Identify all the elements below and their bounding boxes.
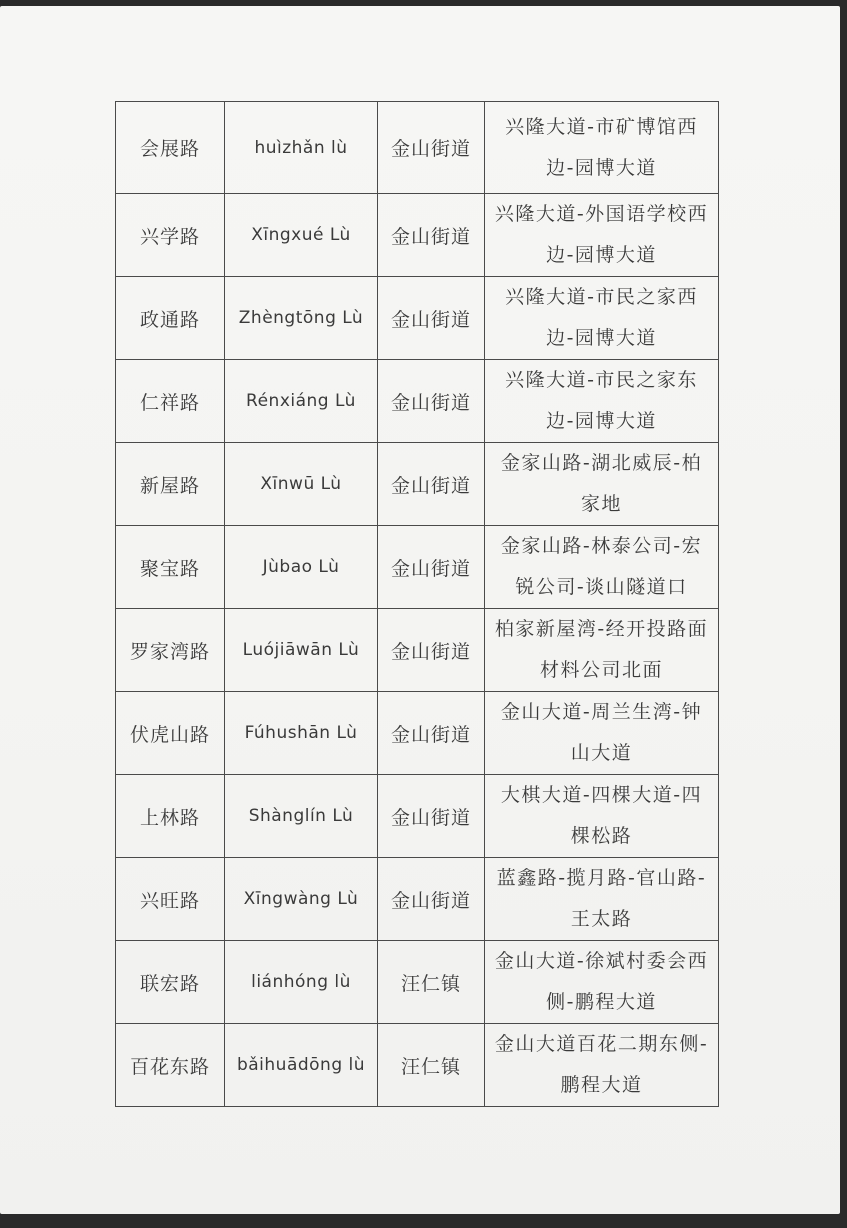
street-cell: 金山街道 xyxy=(378,194,485,277)
table-row xyxy=(116,775,719,858)
road-name-cell: 联宏路 xyxy=(116,941,225,1024)
pinyin-cell: Xīnwū Lù xyxy=(225,443,378,526)
pinyin-cell: Zhèngtōng Lù xyxy=(225,277,378,360)
street-cell: 金山街道 xyxy=(378,775,485,858)
table-row xyxy=(116,277,719,360)
range-cell: 兴隆大道-市民之家东边-园博大道 xyxy=(485,360,719,443)
range-cell: 兴隆大道-市民之家西边-园博大道 xyxy=(485,277,719,360)
range-cell: 柏家新屋湾-经开投路面材料公司北面 xyxy=(485,609,719,692)
table-row xyxy=(116,360,719,443)
table-row xyxy=(116,194,719,277)
pinyin-cell: Fúhushān Lù xyxy=(225,692,378,775)
pinyin-cell: bǎihuādōng lù xyxy=(225,1024,378,1107)
street-cell: 金山街道 xyxy=(378,858,485,941)
road-name-table xyxy=(115,101,719,1107)
document-page xyxy=(0,6,840,1214)
pinyin-cell: Xīngxué Lù xyxy=(225,194,378,277)
road-name-cell: 兴学路 xyxy=(116,194,225,277)
pinyin-cell: huìzhǎn lù xyxy=(225,102,378,194)
street-cell: 汪仁镇 xyxy=(378,941,485,1024)
table-row xyxy=(116,858,719,941)
street-cell: 金山街道 xyxy=(378,277,485,360)
pinyin-cell: Xīngwàng Lù xyxy=(225,858,378,941)
range-cell: 金山大道百花二期东侧-鹏程大道 xyxy=(485,1024,719,1107)
table-row xyxy=(116,526,719,609)
range-cell: 金家山路-湖北威辰-柏家地 xyxy=(485,443,719,526)
pinyin-cell: liánhóng lù xyxy=(225,941,378,1024)
range-cell: 金家山路-林泰公司-宏锐公司-谈山隧道口 xyxy=(485,526,719,609)
street-cell: 金山街道 xyxy=(378,102,485,194)
street-cell: 金山街道 xyxy=(378,526,485,609)
street-cell: 金山街道 xyxy=(378,692,485,775)
road-name-cell: 上林路 xyxy=(116,775,225,858)
street-cell: 汪仁镇 xyxy=(378,1024,485,1107)
street-cell: 金山街道 xyxy=(378,360,485,443)
range-cell: 大棋大道-四棵大道-四棵松路 xyxy=(485,775,719,858)
range-cell: 金山大道-徐斌村委会西侧-鹏程大道 xyxy=(485,941,719,1024)
street-cell: 金山街道 xyxy=(378,609,485,692)
road-name-cell: 伏虎山路 xyxy=(116,692,225,775)
pinyin-cell: Rénxiáng Lù xyxy=(225,360,378,443)
road-name-cell: 罗家湾路 xyxy=(116,609,225,692)
range-cell: 蓝鑫路-揽月路-官山路-王太路 xyxy=(485,858,719,941)
table-row xyxy=(116,692,719,775)
table-row xyxy=(116,443,719,526)
range-cell: 兴隆大道-外国语学校西边-园博大道 xyxy=(485,194,719,277)
table-row xyxy=(116,1024,719,1107)
range-cell: 金山大道-周兰生湾-钟山大道 xyxy=(485,692,719,775)
scan-bottom-edge xyxy=(0,1214,847,1228)
table-row xyxy=(116,941,719,1024)
road-name-cell: 会展路 xyxy=(116,102,225,194)
road-name-cell: 仁祥路 xyxy=(116,360,225,443)
pinyin-cell: Jùbao Lù xyxy=(225,526,378,609)
table-row xyxy=(116,609,719,692)
road-name-cell: 政通路 xyxy=(116,277,225,360)
road-name-cell: 兴旺路 xyxy=(116,858,225,941)
pinyin-cell: Shànglín Lù xyxy=(225,775,378,858)
street-cell: 金山街道 xyxy=(378,443,485,526)
range-cell: 兴隆大道-市矿博馆西边-园博大道 xyxy=(485,102,719,194)
road-name-cell: 聚宝路 xyxy=(116,526,225,609)
road-name-cell: 新屋路 xyxy=(116,443,225,526)
road-name-cell: 百花东路 xyxy=(116,1024,225,1107)
table-row xyxy=(116,102,719,194)
pinyin-cell: Luójiāwān Lù xyxy=(225,609,378,692)
